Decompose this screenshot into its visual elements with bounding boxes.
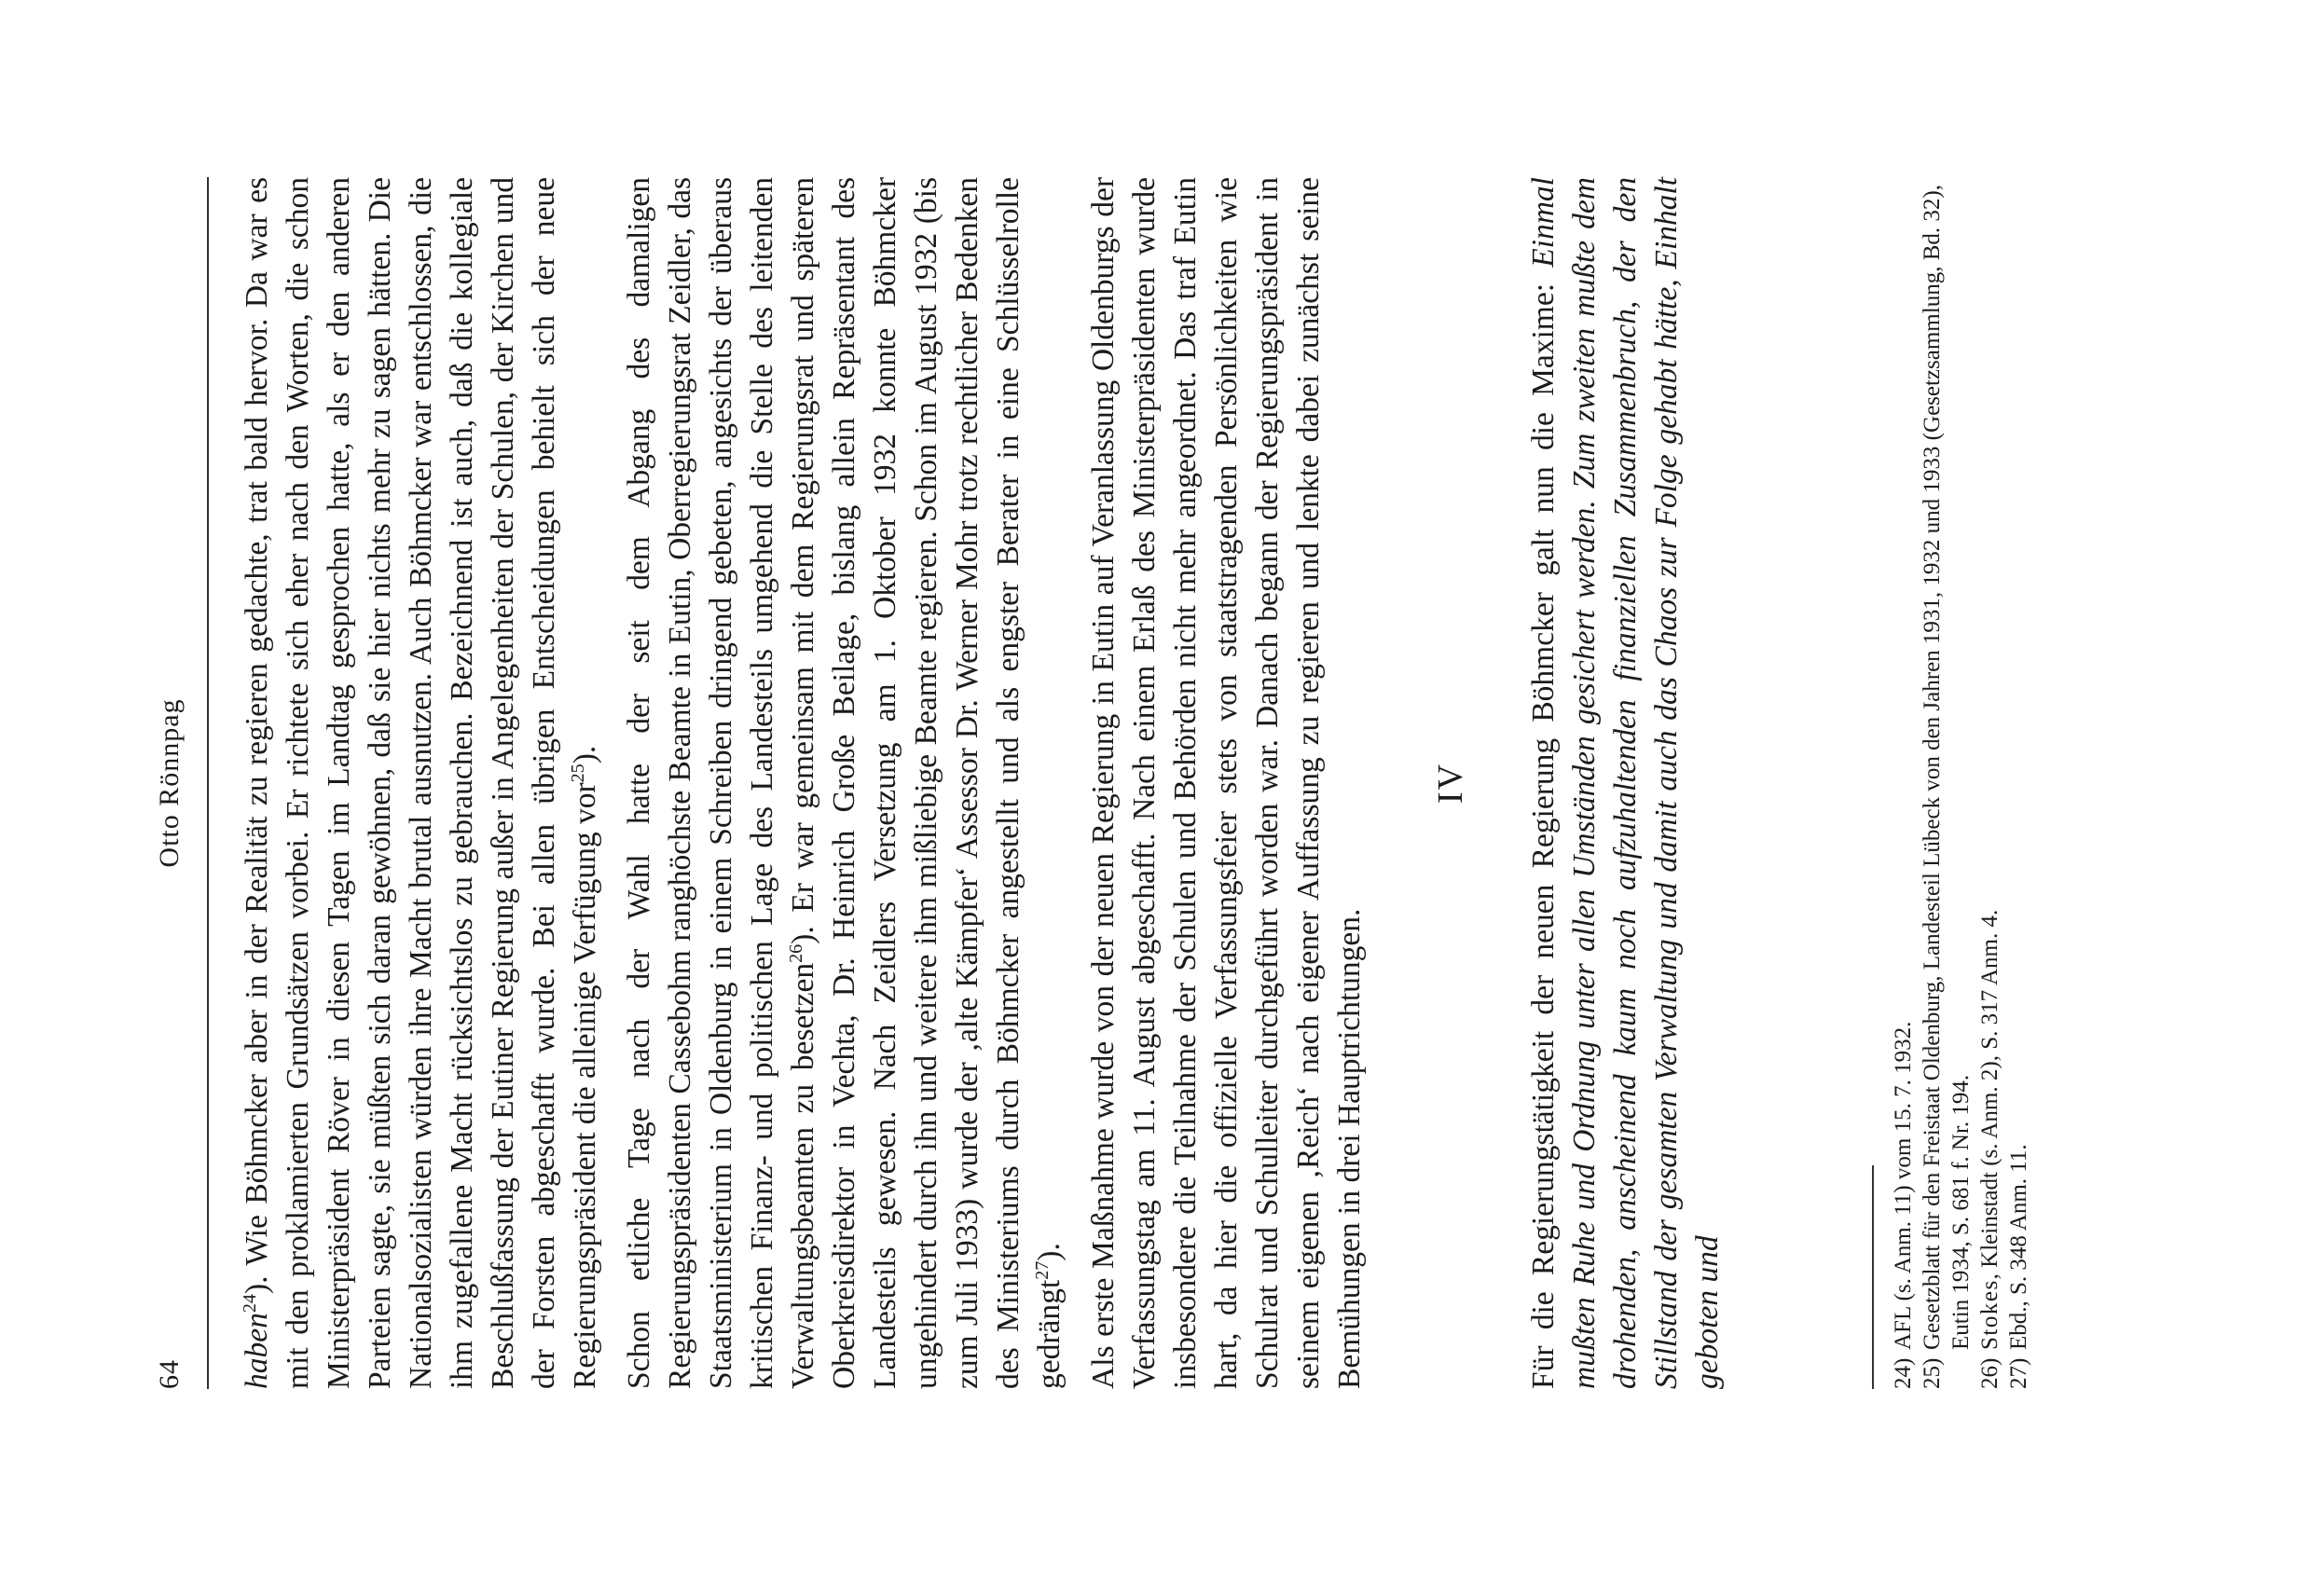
footnote-author: Stokes [1977, 1279, 2002, 1350]
footnote-rule [1872, 1165, 1874, 1389]
footnote-text [1975, 177, 2004, 1350]
page-number: 64 [154, 1359, 185, 1389]
footnote-ref-25: 25 [567, 764, 588, 783]
footnote-ref-24: 24 [239, 1294, 260, 1314]
footnote-24 [1889, 177, 1918, 1389]
paragraph-1-text: ). Wie Böhmcker aber in der Realität zu regieren gedachte, trat bald hervor. Da war es mit den proklamierten Grundsätzen vorbei. Er richtete sich eher nach den Worten, die schon Ministerpräsident Röver in diesen Tagen im Landtag gesprochen hatte, als er den anderen Parteien sagte, sie müßten sich daran gewöhnen, daß sie hier nichts mehr zu sagen hätten. Die Nationalsozialisten würden ihre Macht brutal ausnutzen. Auch Böhmcker war entschlossen, die ihm zugefallene Macht rücksichtslos zu gebrauchen. Bezeichnend ist auch, daß die kollegiale Beschlußfassung der Eutiner Regierung außer in Angelegenheiten der Schulen, der Kirchen und der Forsten abgeschafft wurde. Bei allen übrigen Entscheidungen behielt sich der neue Regierungspräsident die alleinige Verfügung vor [240, 177, 602, 1389]
footnote-ref-27: 27 [1031, 1260, 1053, 1280]
paragraph-3: Als erste Maßnahme wurde von der neuen Regierung in Eutin auf Veranlassung Oldenburgs der Verfassungstag am 11. August abgeschafft. Nach einem Erlaß des Ministerpräsidenten wurde insbesondere die Teilnahme der Schulen und Behörden nicht mehr angeordnet. Das traf Eutin hart, da hier die offizielle Verfassungsfeier stets von staatstragenden Persönlichkeiten wie Schulrat und Schulleiter durchgeführt worden war. Danach begann der Regierungspräsident in seinem eigenen ‚Reich‘ nach eigener Auffassung zu regieren und lenkte dabei zunächst seine Bemühungen in drei Hauptrichtungen. [1086, 177, 1367, 1389]
header-rule [207, 177, 209, 1389]
paragraph-2-text-b: ). Er war gemeinsam mit dem Regierungsrat und späteren Oberkreisdirektor in Vechta, Dr. Heinrich Große Beilage, bislang allein Repräsentant des Landesteils gewesen. Nach Zeidlers Versetzung am 1. Oktober 1932 konnte Böhmcker ungehindert durch ihn und weitere ihm mißliebige Beamte regieren. Schon im August 1932 (bis zum Juli 1933) wurde der ‚alte Kämpfer‘ Assessor Dr. Werner Mohr trotz rechtlicher Bedenken des Ministeriums durch Böhmcker angestellt und als engster Berater in eine Schlüsselrolle gedrängt [786, 177, 1067, 1389]
body-text [237, 177, 1728, 1389]
footnote-mark: 25) [1920, 1357, 1945, 1389]
footnote-26 [1975, 177, 2004, 1389]
paragraph-4 [1523, 177, 1728, 1389]
footnote-text: AFL (s. Anm. 11) vom 15. 7. 1932. [1891, 1021, 1916, 1350]
paragraph-1 [237, 177, 606, 1389]
footnote-27 [2004, 177, 2033, 1389]
footnote-ref-26: 26 [785, 943, 806, 963]
footnote-text: Ebd., S. 348 Anm. 11. [2006, 1144, 2031, 1350]
paragraph-4-text: Für die Regierungstätigkeit der neuen Regierung Böhmcker galt nun die Maxime: [1526, 267, 1561, 1389]
footnote-text: Gesetzblatt für den Freistaat Oldenburg, Landesteil Lübeck von den Jahren 1931, 1932 und 1933 (Gesetzsammlung, Bd. 32), Eutin 1934, S. 681 f. Nr. 194. [1920, 185, 1974, 1350]
footnote-25 [1918, 177, 1975, 1389]
running-title: Otto Rönnpag [154, 698, 185, 868]
paragraph-2 [619, 177, 1070, 1389]
footnote-mark: 27) [2006, 1357, 2031, 1389]
paragraph-1-start: haben [240, 1313, 274, 1389]
footnotes [1889, 177, 2033, 1389]
paragraph-4-quote: Einmal mußten Ruhe und Ordnung unter allen Umständen gesichert werden. Zum zweiten mußte dem drohenden, anscheinend kaum noch aufzuhaltenden finanziellen Zusammenbruch, der den Stillstand der gesamten Verwaltung und damit auch das Chaos zur Folge gehabt hätte, Einhalt geboten und [1526, 177, 1725, 1389]
footnote-text-rest: , Kleinstadt (s. Anm. 2), S. 317 Anm. 4. [1977, 909, 2002, 1280]
paragraph-2-text-a: Schon etliche Tage nach der Wahl hatte der seit dem Abgang des damaligen Regierungspräsidenten Cassebohm ranghöchste Beamte in Eutin, Oberregierungsrat Zeidler, das Staatsministerium in Oldenburg in einem Schreiben dringend gebeten, angesichts der überaus kritischen Finanz- und politischen Lage des Landesteils umgehend die Stelle des leitenden Verwaltungsbeamten zu besetzen [622, 177, 820, 1389]
paragraph-1-end: ). [568, 745, 602, 764]
running-head [154, 177, 210, 1389]
footnote-mark: 24) [1891, 1357, 1916, 1389]
paragraph-2-text-c: ). [1032, 1243, 1067, 1261]
footnote-mark: 26) [1977, 1357, 2002, 1389]
section-heading: IV [1431, 762, 1470, 805]
